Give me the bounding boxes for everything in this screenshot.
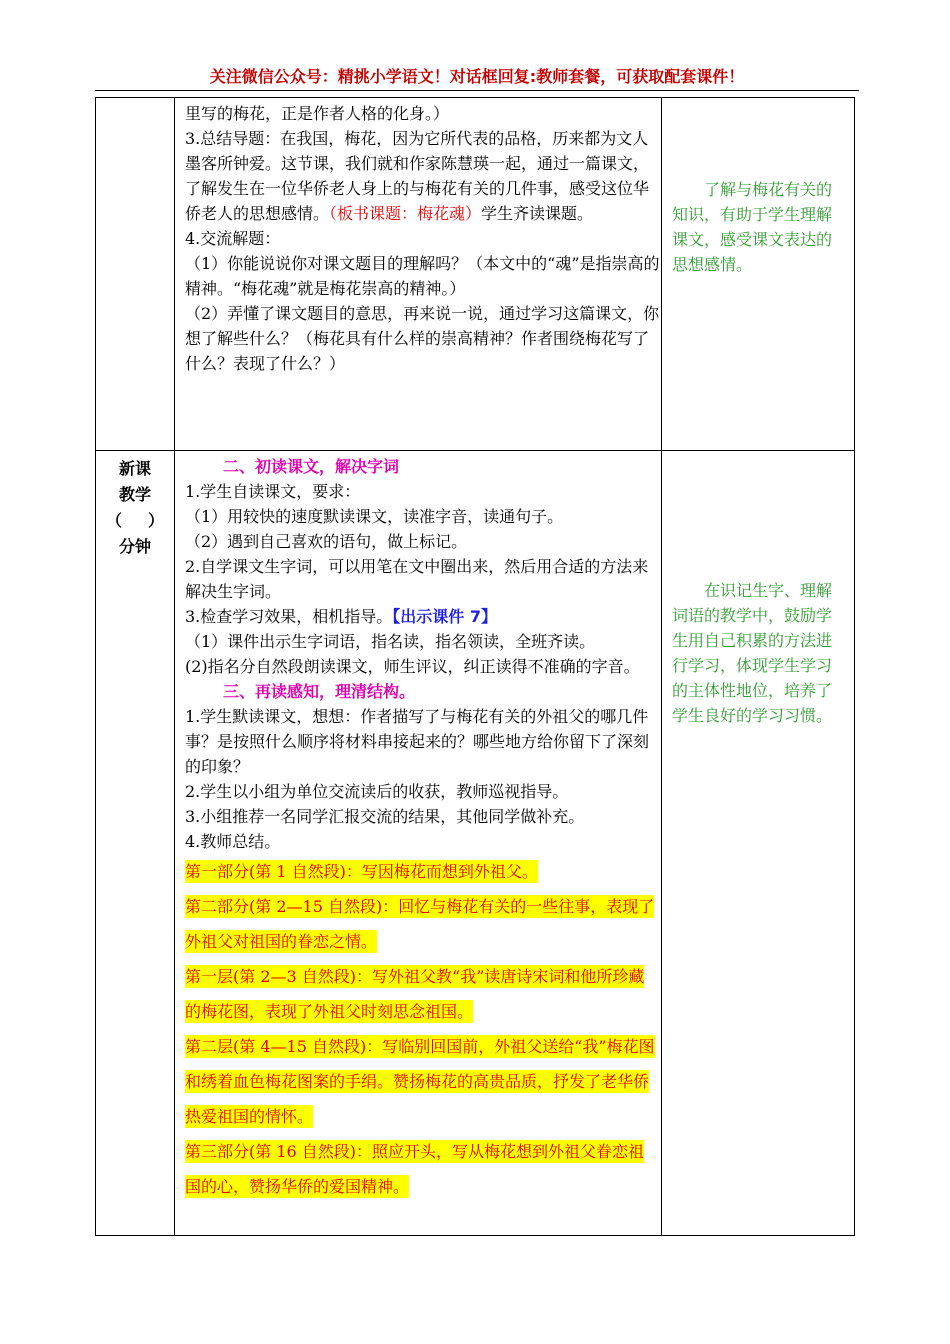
header-divider <box>95 90 859 91</box>
page-header-notice: 关注微信公众号：精挑小学语文！对话框回复:教师套餐，可获取配套课件！ <box>209 67 745 86</box>
content-paragraph: （2）弄懂了课文题目的意思，再来说一说，通过学习这篇课文，你想了解些什么？（梅花具有什么样的崇高精神？作者围绕梅花写了什么？表现了什么？） <box>185 304 660 373</box>
content-paragraph: (2)指名分自然段朗读课文，师生评议，纠正读得不准确的字音。 <box>185 657 640 676</box>
content-paragraph: 3.总结导题：在我国，梅花，因为它所代表的品格，历来都为文人墨客所钟爱。这节课，我们就和作家陈慧瑛一起，通过一篇课文，了解发生在一位华侨老人身上的与梅花有关的几件事，感受这位华侨老人的思想感情。（板书课题：梅花魂）学生齐读课题。 <box>185 129 650 223</box>
content-line: （1）课件出示生字词语，指名读，指名领读，全班齐读。 <box>185 632 596 651</box>
label-cell-empty <box>96 98 175 451</box>
structure-highlight: 第三部分(第 16 自然段)：照应开头，写从梅花想到外祖父眷恋祖国的心，赞扬华侨的爱国精神。 <box>185 1142 645 1196</box>
content-line: 3.检查学习效果，相机指导。【出示课件 7】 <box>185 607 497 626</box>
courseware-tag: 【出示课件 7】 <box>392 607 497 626</box>
content-line: （2）遇到自己喜欢的语句，做上标记。 <box>185 532 468 551</box>
table-row <box>96 98 855 451</box>
minutes-blank: （ ） <box>106 511 164 530</box>
content-line: 4.教师总结。 <box>185 832 281 851</box>
content-line: 2.学生以小组为单位交流读后的收获，教师巡视指导。 <box>185 782 569 801</box>
stage-label-cell <box>96 451 175 1236</box>
content-paragraph: 2.自学课文生字词，可以用笔在文中圈出来，然后用合适的方法来解决生字词。 <box>185 557 649 601</box>
structure-highlight: 第二层(第 4—15 自然段)：写临别回国前，外祖父送给“我”梅花图和绣着血色梅花图案的手绢。赞扬梅花的高贵品质，抒发了老华侨热爱祖国的情怀。 <box>185 1037 655 1126</box>
section-title: 三、再读感知，理清结构。 <box>223 682 416 701</box>
section-title: 二、初读课文，解决字词 <box>223 457 400 476</box>
content-line: 1.学生自读课文，要求： <box>185 482 361 501</box>
content-cell <box>175 98 662 451</box>
stage-label: 新课 教学 （ ） 分钟 <box>96 451 174 560</box>
design-note: 了解与梅花有关的知识，有助于学生理解课文，感受课文表达的思想感情。 <box>672 180 833 274</box>
structure-highlight: 第一层(第 2—3 自然段)：写外祖父教“我”读唐诗宋词和他所珍藏的梅花图，表现了外祖父时刻思念祖国。 <box>185 967 645 1021</box>
structure-highlight: 第二部分(第 2—15 自然段)：回忆与梅花有关的一些往事，表现了外祖父对祖国的眷恋之情。 <box>185 897 655 951</box>
content-line: 里写的梅花，正是作者人格的化身。） <box>185 104 450 123</box>
design-note: 在识记生字、理解词语的教学中，鼓励学生用自己积累的方法进行学习，体现学生学习的主体性地位，培养了学生良好的学习习惯。 <box>672 581 833 725</box>
content-line: 3.小组推荐一名同学汇报交流的结果，其他同学做补充。 <box>185 807 585 826</box>
content-cell <box>175 451 662 1236</box>
blackboard-title-note: （板书课题：梅花魂） <box>329 204 482 223</box>
design-note-cell <box>662 98 855 451</box>
table-row <box>96 451 855 1236</box>
content-paragraph: 1.学生默读课文，想想：作者描写了与梅花有关的外祖父的哪几件事？是按照什么顺序将材料串接起来的？哪些地方给你留下了深刻的印象？ <box>185 707 650 776</box>
content-line: （1）用较快的速度默读课文，读准字音，读通句子。 <box>185 507 564 526</box>
content-paragraph: （1）你能说说你对课文题目的理解吗？（本文中的“魂”是指崇高的精神。“梅花魂”就是梅花崇高的精神。） <box>185 254 660 298</box>
design-note-cell <box>662 451 855 1236</box>
lesson-plan-table <box>95 97 855 1236</box>
structure-highlight: 第一部分(第 1 自然段)：写因梅花而想到外祖父。 <box>185 862 538 881</box>
content-line: 4.交流解题： <box>185 229 281 248</box>
